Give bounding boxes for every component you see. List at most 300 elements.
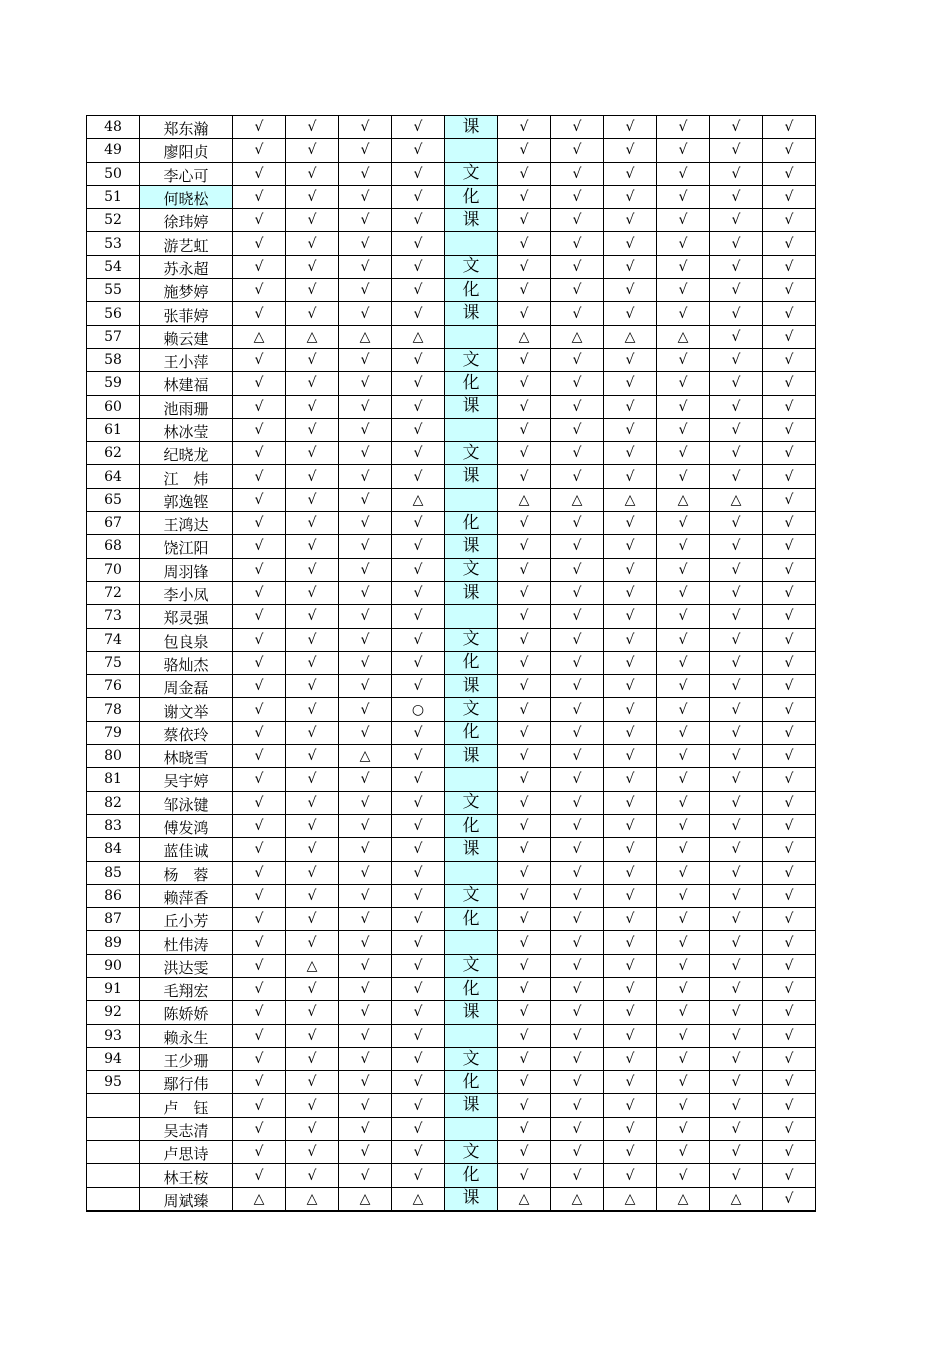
attendance-mark: √ xyxy=(551,628,604,651)
culture-class-cell: 课 xyxy=(445,675,498,698)
attendance-mark: √ xyxy=(710,861,763,884)
student-number: 80 xyxy=(87,745,140,768)
attendance-mark: √ xyxy=(710,465,763,488)
attendance-mark: √ xyxy=(392,838,445,861)
attendance-mark: √ xyxy=(657,1047,710,1070)
table-row xyxy=(87,1094,816,1117)
attendance-mark: √ xyxy=(392,768,445,791)
culture-class-cell: 课 xyxy=(445,1094,498,1117)
attendance-mark: √ xyxy=(392,1001,445,1024)
attendance-mark: √ xyxy=(233,488,286,511)
table-row xyxy=(87,1047,816,1070)
student-number xyxy=(87,1094,140,1117)
attendance-mark: √ xyxy=(233,418,286,441)
attendance-mark: √ xyxy=(763,512,816,535)
attendance-mark: √ xyxy=(763,1094,816,1117)
attendance-mark: √ xyxy=(392,232,445,255)
student-name: 王鸿达 xyxy=(140,512,233,535)
attendance-mark: √ xyxy=(551,535,604,558)
culture-class-cell: 化 xyxy=(445,651,498,674)
attendance-mark: √ xyxy=(604,745,657,768)
attendance-mark: √ xyxy=(710,1117,763,1140)
attendance-mark: √ xyxy=(551,116,604,139)
attendance-mark: √ xyxy=(233,908,286,931)
attendance-mark: √ xyxy=(657,418,710,441)
attendance-mark: √ xyxy=(392,139,445,162)
table-row xyxy=(87,325,816,348)
attendance-mark: √ xyxy=(551,675,604,698)
attendance-mark: √ xyxy=(498,535,551,558)
attendance-mark: √ xyxy=(392,675,445,698)
student-number: 59 xyxy=(87,372,140,395)
attendance-mark: √ xyxy=(710,558,763,581)
attendance-mark: √ xyxy=(710,162,763,185)
attendance-mark: √ xyxy=(763,1047,816,1070)
attendance-mark: √ xyxy=(286,372,339,395)
student-name: 林冰莹 xyxy=(140,418,233,441)
attendance-mark: √ xyxy=(498,255,551,278)
student-number xyxy=(87,1117,140,1140)
student-name: 苏永超 xyxy=(140,255,233,278)
attendance-mark: △ xyxy=(498,325,551,348)
student-name: 郑东瀚 xyxy=(140,116,233,139)
attendance-mark: √ xyxy=(604,418,657,441)
attendance-mark: √ xyxy=(498,139,551,162)
attendance-mark: △ xyxy=(233,325,286,348)
attendance-mark: √ xyxy=(763,279,816,302)
attendance-mark: △ xyxy=(604,325,657,348)
table-row xyxy=(87,185,816,208)
attendance-mark: √ xyxy=(498,1141,551,1164)
student-number: 94 xyxy=(87,1047,140,1070)
attendance-mark: √ xyxy=(392,1117,445,1140)
attendance-mark: √ xyxy=(551,232,604,255)
attendance-mark: √ xyxy=(233,395,286,418)
attendance-mark: √ xyxy=(498,1164,551,1187)
attendance-mark: √ xyxy=(233,768,286,791)
attendance-mark: √ xyxy=(551,605,604,628)
attendance-mark: √ xyxy=(498,395,551,418)
attendance-mark: √ xyxy=(710,1094,763,1117)
table-row xyxy=(87,209,816,232)
culture-class-cell: 化 xyxy=(445,372,498,395)
attendance-mark: √ xyxy=(339,605,392,628)
attendance-mark: √ xyxy=(551,255,604,278)
attendance-mark: √ xyxy=(286,1024,339,1047)
attendance-mark: √ xyxy=(392,581,445,604)
attendance-mark: √ xyxy=(392,814,445,837)
attendance-mark: √ xyxy=(551,651,604,674)
attendance-mark: √ xyxy=(339,721,392,744)
attendance-mark: √ xyxy=(233,1071,286,1094)
attendance-mark: √ xyxy=(392,861,445,884)
attendance-mark: √ xyxy=(763,442,816,465)
student-name: 王少珊 xyxy=(140,1047,233,1070)
attendance-mark: √ xyxy=(657,791,710,814)
student-name: 吴志清 xyxy=(140,1117,233,1140)
attendance-mark: √ xyxy=(551,465,604,488)
student-name: 施梦婷 xyxy=(140,279,233,302)
attendance-mark: √ xyxy=(392,1024,445,1047)
attendance-mark: △ xyxy=(233,1187,286,1211)
attendance-mark: √ xyxy=(286,535,339,558)
attendance-mark: √ xyxy=(498,512,551,535)
culture-class-cell: 课 xyxy=(445,581,498,604)
attendance-mark: √ xyxy=(657,372,710,395)
attendance-mark: √ xyxy=(551,558,604,581)
attendance-mark: √ xyxy=(763,1001,816,1024)
attendance-mark: √ xyxy=(657,348,710,371)
attendance-mark: √ xyxy=(286,651,339,674)
attendance-mark: √ xyxy=(233,651,286,674)
attendance-mark: √ xyxy=(233,838,286,861)
culture-class-cell: 化 xyxy=(445,1164,498,1187)
table-row xyxy=(87,279,816,302)
student-name: 毛翔宏 xyxy=(140,977,233,1000)
attendance-mark: √ xyxy=(392,1141,445,1164)
student-number: 70 xyxy=(87,558,140,581)
culture-class-cell: 课 xyxy=(445,465,498,488)
attendance-mark: △ xyxy=(657,1187,710,1211)
attendance-mark: √ xyxy=(339,162,392,185)
student-name: 谢文举 xyxy=(140,698,233,721)
attendance-mark: √ xyxy=(286,977,339,1000)
table-row xyxy=(87,1117,816,1140)
attendance-mark: √ xyxy=(233,558,286,581)
attendance-mark: △ xyxy=(339,325,392,348)
attendance-mark: √ xyxy=(763,628,816,651)
attendance-mark: √ xyxy=(763,605,816,628)
attendance-mark: √ xyxy=(286,209,339,232)
attendance-mark: √ xyxy=(657,605,710,628)
attendance-mark: √ xyxy=(657,1024,710,1047)
culture-class-cell: 文 xyxy=(445,954,498,977)
attendance-mark: √ xyxy=(498,721,551,744)
attendance-mark: √ xyxy=(392,558,445,581)
attendance-mark: √ xyxy=(763,558,816,581)
attendance-mark: √ xyxy=(286,791,339,814)
attendance-mark: √ xyxy=(233,232,286,255)
attendance-mark: √ xyxy=(604,931,657,954)
attendance-mark: ○ xyxy=(392,698,445,721)
attendance-mark: √ xyxy=(604,1117,657,1140)
attendance-mark: √ xyxy=(233,162,286,185)
attendance-mark: √ xyxy=(604,977,657,1000)
student-number: 89 xyxy=(87,931,140,954)
attendance-mark: √ xyxy=(551,139,604,162)
attendance-mark: √ xyxy=(233,628,286,651)
attendance-mark: √ xyxy=(392,442,445,465)
attendance-mark: √ xyxy=(392,1094,445,1117)
attendance-mark: √ xyxy=(339,954,392,977)
attendance-mark: √ xyxy=(233,581,286,604)
attendance-mark: √ xyxy=(604,861,657,884)
attendance-mark: √ xyxy=(498,768,551,791)
culture-class-cell: 化 xyxy=(445,814,498,837)
attendance-mark: √ xyxy=(763,745,816,768)
attendance-mark: △ xyxy=(286,1187,339,1211)
attendance-mark: △ xyxy=(392,488,445,511)
attendance-mark: √ xyxy=(763,139,816,162)
student-number: 83 xyxy=(87,814,140,837)
culture-class-cell: 化 xyxy=(445,908,498,931)
attendance-mark: √ xyxy=(286,768,339,791)
attendance-mark: √ xyxy=(392,628,445,651)
student-name: 邹泳键 xyxy=(140,791,233,814)
table-row xyxy=(87,255,816,278)
attendance-mark: √ xyxy=(604,348,657,371)
attendance-mark: √ xyxy=(498,1071,551,1094)
attendance-mark: √ xyxy=(233,255,286,278)
attendance-mark: √ xyxy=(657,209,710,232)
attendance-mark: √ xyxy=(763,581,816,604)
attendance-mark: √ xyxy=(551,1141,604,1164)
attendance-mark: √ xyxy=(763,488,816,511)
attendance-mark: √ xyxy=(657,162,710,185)
attendance-mark: √ xyxy=(763,185,816,208)
table-row xyxy=(87,139,816,162)
attendance-mark: √ xyxy=(657,977,710,1000)
student-number: 75 xyxy=(87,651,140,674)
attendance-mark: √ xyxy=(233,302,286,325)
attendance-mark: √ xyxy=(392,465,445,488)
attendance-mark: √ xyxy=(710,721,763,744)
attendance-mark: √ xyxy=(339,791,392,814)
attendance-mark: √ xyxy=(710,1024,763,1047)
attendance-mark: √ xyxy=(498,418,551,441)
student-number: 74 xyxy=(87,628,140,651)
attendance-mark: √ xyxy=(604,675,657,698)
attendance-mark: √ xyxy=(392,348,445,371)
attendance-mark: √ xyxy=(604,908,657,931)
attendance-mark: √ xyxy=(286,442,339,465)
attendance-mark: √ xyxy=(710,884,763,907)
attendance-mark: √ xyxy=(551,791,604,814)
attendance-mark: √ xyxy=(233,535,286,558)
attendance-mark: √ xyxy=(657,745,710,768)
student-name: 丘小芳 xyxy=(140,908,233,931)
attendance-mark: √ xyxy=(604,628,657,651)
attendance-mark: √ xyxy=(498,954,551,977)
attendance-mark: √ xyxy=(286,488,339,511)
attendance-mark: √ xyxy=(763,651,816,674)
attendance-mark: √ xyxy=(339,1094,392,1117)
attendance-mark: √ xyxy=(498,185,551,208)
culture-class-cell: 课 xyxy=(445,116,498,139)
attendance-mark: √ xyxy=(286,1094,339,1117)
attendance-mark: √ xyxy=(710,745,763,768)
student-name: 周斌臻 xyxy=(140,1187,233,1211)
attendance-mark: √ xyxy=(657,442,710,465)
attendance-mark: √ xyxy=(657,861,710,884)
student-number: 73 xyxy=(87,605,140,628)
attendance-mark: √ xyxy=(498,442,551,465)
attendance-mark: √ xyxy=(551,418,604,441)
attendance-mark: √ xyxy=(710,791,763,814)
student-number: 72 xyxy=(87,581,140,604)
table-row xyxy=(87,931,816,954)
attendance-mark: √ xyxy=(763,1141,816,1164)
attendance-mark: √ xyxy=(763,954,816,977)
attendance-mark: √ xyxy=(498,558,551,581)
attendance-mark: √ xyxy=(339,931,392,954)
attendance-mark: √ xyxy=(339,139,392,162)
table-row xyxy=(87,954,816,977)
attendance-mark: √ xyxy=(498,348,551,371)
attendance-table xyxy=(86,115,816,1212)
attendance-mark: √ xyxy=(339,1047,392,1070)
attendance-mark: √ xyxy=(392,651,445,674)
attendance-mark: √ xyxy=(286,884,339,907)
student-name: 李心可 xyxy=(140,162,233,185)
attendance-mark: √ xyxy=(339,302,392,325)
attendance-mark: √ xyxy=(233,1001,286,1024)
attendance-mark: √ xyxy=(233,791,286,814)
attendance-mark: √ xyxy=(657,954,710,977)
attendance-mark: √ xyxy=(551,162,604,185)
culture-class-cell: 课 xyxy=(445,395,498,418)
attendance-mark: √ xyxy=(710,651,763,674)
student-number: 91 xyxy=(87,977,140,1000)
attendance-mark: √ xyxy=(498,977,551,1000)
attendance-mark: √ xyxy=(286,814,339,837)
attendance-mark: √ xyxy=(604,1164,657,1187)
attendance-mark: √ xyxy=(763,535,816,558)
attendance-mark: √ xyxy=(286,861,339,884)
attendance-mark: √ xyxy=(763,418,816,441)
attendance-mark: √ xyxy=(233,1117,286,1140)
attendance-mark: √ xyxy=(604,395,657,418)
attendance-mark: √ xyxy=(657,1094,710,1117)
attendance-mark: √ xyxy=(286,1117,339,1140)
table-row xyxy=(87,1001,816,1024)
attendance-mark: √ xyxy=(604,1024,657,1047)
attendance-mark: √ xyxy=(286,1001,339,1024)
attendance-mark: √ xyxy=(339,1024,392,1047)
attendance-mark: √ xyxy=(657,1071,710,1094)
student-name: 杜伟涛 xyxy=(140,931,233,954)
attendance-mark: √ xyxy=(604,838,657,861)
attendance-mark: √ xyxy=(286,1164,339,1187)
culture-class-cell xyxy=(445,139,498,162)
attendance-mark: √ xyxy=(233,139,286,162)
culture-class-cell: 课 xyxy=(445,838,498,861)
table-row xyxy=(87,675,816,698)
attendance-mark: √ xyxy=(498,605,551,628)
attendance-mark: √ xyxy=(710,698,763,721)
attendance-mark: √ xyxy=(286,628,339,651)
attendance-mark: √ xyxy=(657,512,710,535)
attendance-mark: √ xyxy=(498,209,551,232)
attendance-mark: √ xyxy=(551,908,604,931)
attendance-mark: √ xyxy=(551,581,604,604)
attendance-mark: √ xyxy=(763,721,816,744)
attendance-mark: √ xyxy=(339,465,392,488)
attendance-mark: √ xyxy=(604,302,657,325)
attendance-mark: √ xyxy=(710,838,763,861)
table-row xyxy=(87,605,816,628)
attendance-mark: √ xyxy=(286,745,339,768)
attendance-mark: √ xyxy=(392,791,445,814)
attendance-mark: √ xyxy=(339,512,392,535)
attendance-mark: √ xyxy=(763,698,816,721)
culture-class-cell: 文 xyxy=(445,348,498,371)
culture-class-cell: 文 xyxy=(445,884,498,907)
attendance-mark: √ xyxy=(233,931,286,954)
attendance-mark: √ xyxy=(498,861,551,884)
attendance-mark: √ xyxy=(710,628,763,651)
attendance-mark: √ xyxy=(551,395,604,418)
attendance-mark: √ xyxy=(763,861,816,884)
attendance-mark: △ xyxy=(339,745,392,768)
attendance-mark: √ xyxy=(763,325,816,348)
attendance-mark: √ xyxy=(233,977,286,1000)
attendance-mark: √ xyxy=(657,651,710,674)
attendance-mark: √ xyxy=(498,675,551,698)
student-number: 86 xyxy=(87,884,140,907)
attendance-mark: √ xyxy=(498,1094,551,1117)
attendance-mark: √ xyxy=(657,1117,710,1140)
attendance-mark: √ xyxy=(286,698,339,721)
student-name: 赖云建 xyxy=(140,325,233,348)
culture-class-cell: 文 xyxy=(445,698,498,721)
attendance-mark: √ xyxy=(763,348,816,371)
student-number: 68 xyxy=(87,535,140,558)
attendance-mark: √ xyxy=(604,768,657,791)
culture-class-cell xyxy=(445,1117,498,1140)
student-number: 67 xyxy=(87,512,140,535)
attendance-mark: √ xyxy=(339,698,392,721)
attendance-mark: √ xyxy=(339,1117,392,1140)
student-name: 卢思诗 xyxy=(140,1141,233,1164)
attendance-mark: √ xyxy=(339,1141,392,1164)
attendance-mark: √ xyxy=(551,977,604,1000)
attendance-mark: △ xyxy=(498,1187,551,1211)
student-number: 57 xyxy=(87,325,140,348)
table-row xyxy=(87,768,816,791)
attendance-mark: √ xyxy=(392,512,445,535)
table-row xyxy=(87,418,816,441)
student-name: 蓝佳诚 xyxy=(140,838,233,861)
attendance-mark: √ xyxy=(657,908,710,931)
attendance-mark: √ xyxy=(551,814,604,837)
attendance-mark: √ xyxy=(286,1071,339,1094)
attendance-mark: √ xyxy=(763,838,816,861)
attendance-mark: √ xyxy=(604,116,657,139)
attendance-mark: △ xyxy=(392,1187,445,1211)
attendance-mark: √ xyxy=(763,791,816,814)
attendance-mark: √ xyxy=(710,185,763,208)
attendance-mark: √ xyxy=(392,1071,445,1094)
attendance-mark: √ xyxy=(604,255,657,278)
attendance-mark: △ xyxy=(604,488,657,511)
attendance-mark: √ xyxy=(339,768,392,791)
culture-class-cell: 课 xyxy=(445,302,498,325)
culture-class-cell xyxy=(445,418,498,441)
attendance-mark: √ xyxy=(551,884,604,907)
attendance-mark: √ xyxy=(763,465,816,488)
student-number: 58 xyxy=(87,348,140,371)
attendance-mark: √ xyxy=(551,768,604,791)
attendance-mark: √ xyxy=(710,116,763,139)
attendance-mark: △ xyxy=(339,1187,392,1211)
attendance-mark: √ xyxy=(286,185,339,208)
attendance-mark: √ xyxy=(710,605,763,628)
attendance-mark: √ xyxy=(286,581,339,604)
attendance-mark: √ xyxy=(286,908,339,931)
attendance-mark: √ xyxy=(286,255,339,278)
attendance-mark: √ xyxy=(710,232,763,255)
